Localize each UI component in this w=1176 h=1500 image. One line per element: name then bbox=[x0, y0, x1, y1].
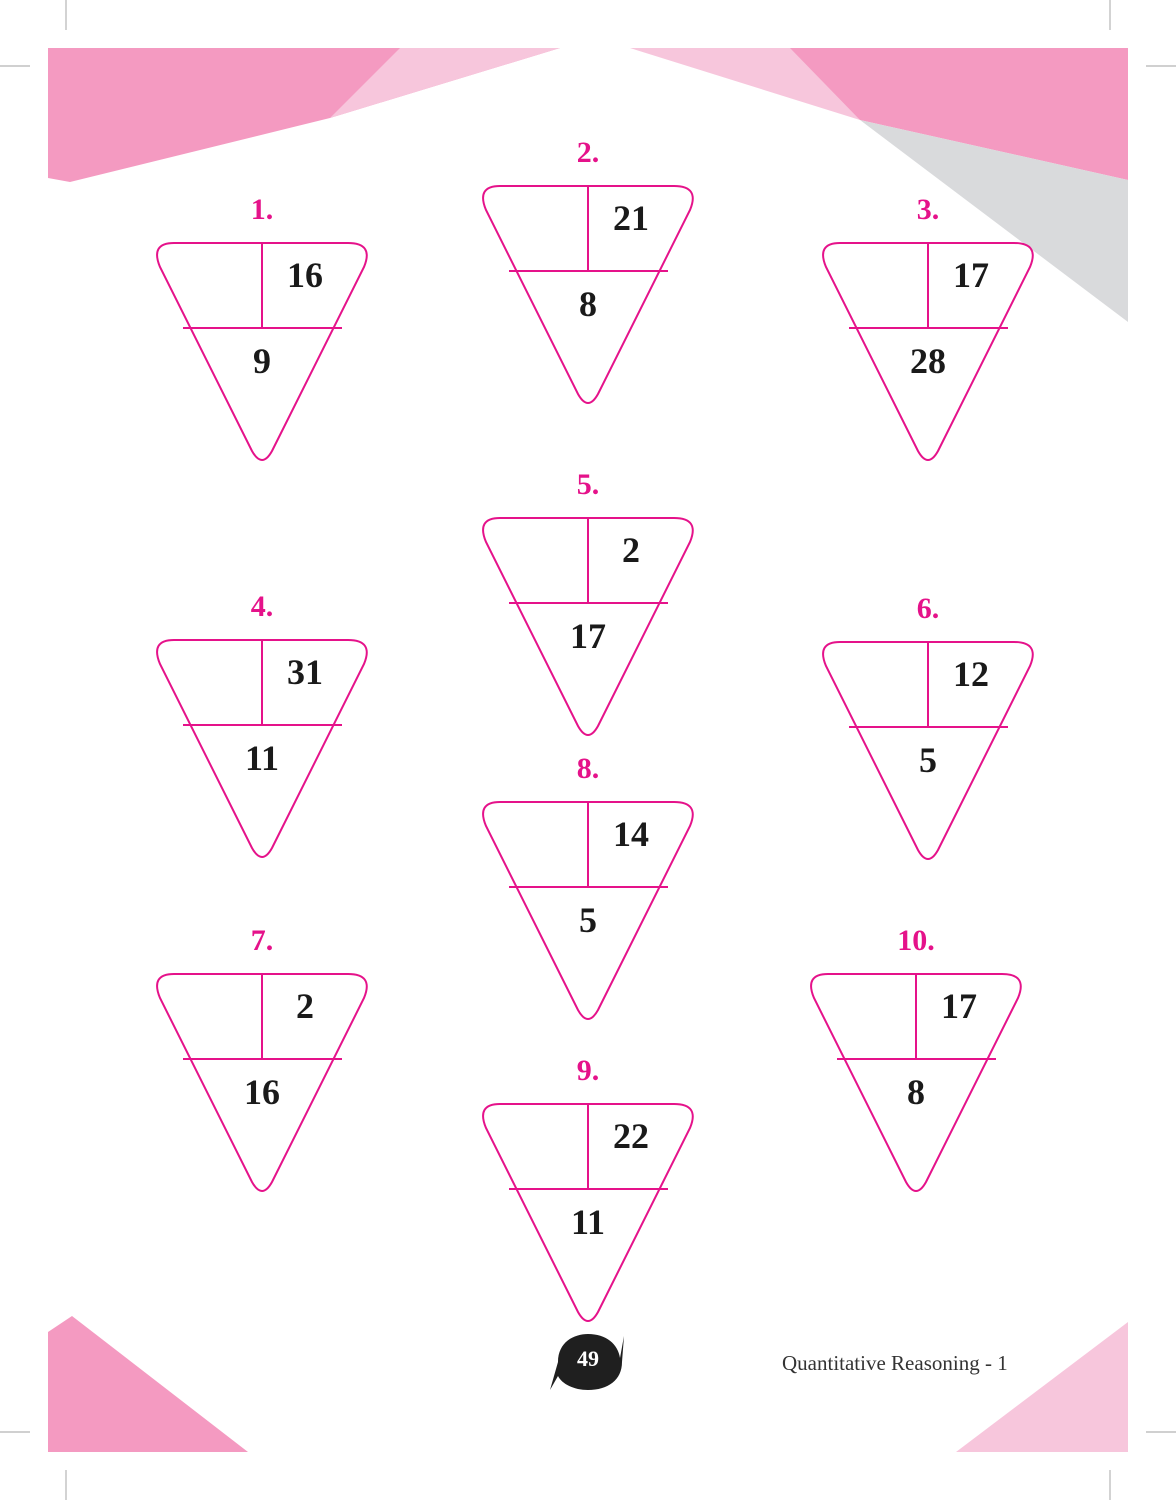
puzzle-10 bbox=[806, 924, 1026, 1214]
top-right-value: 2 bbox=[622, 530, 640, 570]
puzzle-label: 6. bbox=[916, 592, 940, 625]
puzzle-label: 7. bbox=[250, 924, 274, 957]
bottom-value: 17 bbox=[570, 616, 606, 656]
top-right-value: 22 bbox=[613, 1116, 649, 1156]
bottom-value: 5 bbox=[579, 900, 597, 940]
top-right-value: 16 bbox=[287, 255, 323, 295]
puzzle-label: 10. bbox=[897, 924, 935, 957]
puzzle-2 bbox=[478, 136, 698, 426]
puzzle-5 bbox=[478, 468, 698, 758]
puzzle-8 bbox=[478, 752, 698, 1042]
bottom-value: 11 bbox=[570, 1202, 605, 1242]
puzzle-label: 1. bbox=[250, 193, 274, 226]
puzzle-label: 2. bbox=[576, 136, 600, 169]
top-right-value: 2 bbox=[296, 986, 314, 1026]
top-right-value: 21 bbox=[613, 198, 649, 238]
puzzle-label: 4. bbox=[250, 590, 274, 623]
puzzle-7 bbox=[152, 924, 372, 1214]
top-right-value: 17 bbox=[953, 255, 989, 295]
top-right-value: 17 bbox=[941, 986, 977, 1026]
puzzle-9 bbox=[478, 1054, 698, 1344]
puzzle-4 bbox=[152, 590, 372, 880]
bottom-value: 8 bbox=[579, 284, 597, 324]
puzzle-label: 5. bbox=[576, 468, 600, 501]
puzzle-label: 3. bbox=[916, 193, 940, 226]
top-right-value: 14 bbox=[613, 814, 649, 854]
page-number-badge bbox=[548, 1330, 628, 1394]
bottom-value: 28 bbox=[910, 341, 946, 381]
puzzle-1 bbox=[152, 193, 372, 483]
bottom-value: 5 bbox=[919, 740, 937, 780]
puzzle-3 bbox=[818, 193, 1038, 483]
bottom-value: 11 bbox=[244, 738, 279, 778]
puzzle-label: 9. bbox=[576, 1054, 600, 1087]
bottom-value: 16 bbox=[244, 1072, 280, 1112]
top-right-value: 31 bbox=[287, 652, 323, 692]
book-title: Quantitative Reasoning - 1 bbox=[782, 1351, 1008, 1375]
bottom-left-triangle bbox=[48, 1316, 248, 1452]
bottom-right-triangle bbox=[956, 1322, 1128, 1452]
bottom-value: 9 bbox=[253, 341, 271, 381]
page-number: 49 bbox=[577, 1346, 599, 1371]
puzzle-label: 8. bbox=[576, 752, 600, 785]
puzzle-6 bbox=[818, 592, 1038, 882]
top-right-value: 12 bbox=[953, 654, 989, 694]
bottom-value: 8 bbox=[907, 1072, 925, 1112]
